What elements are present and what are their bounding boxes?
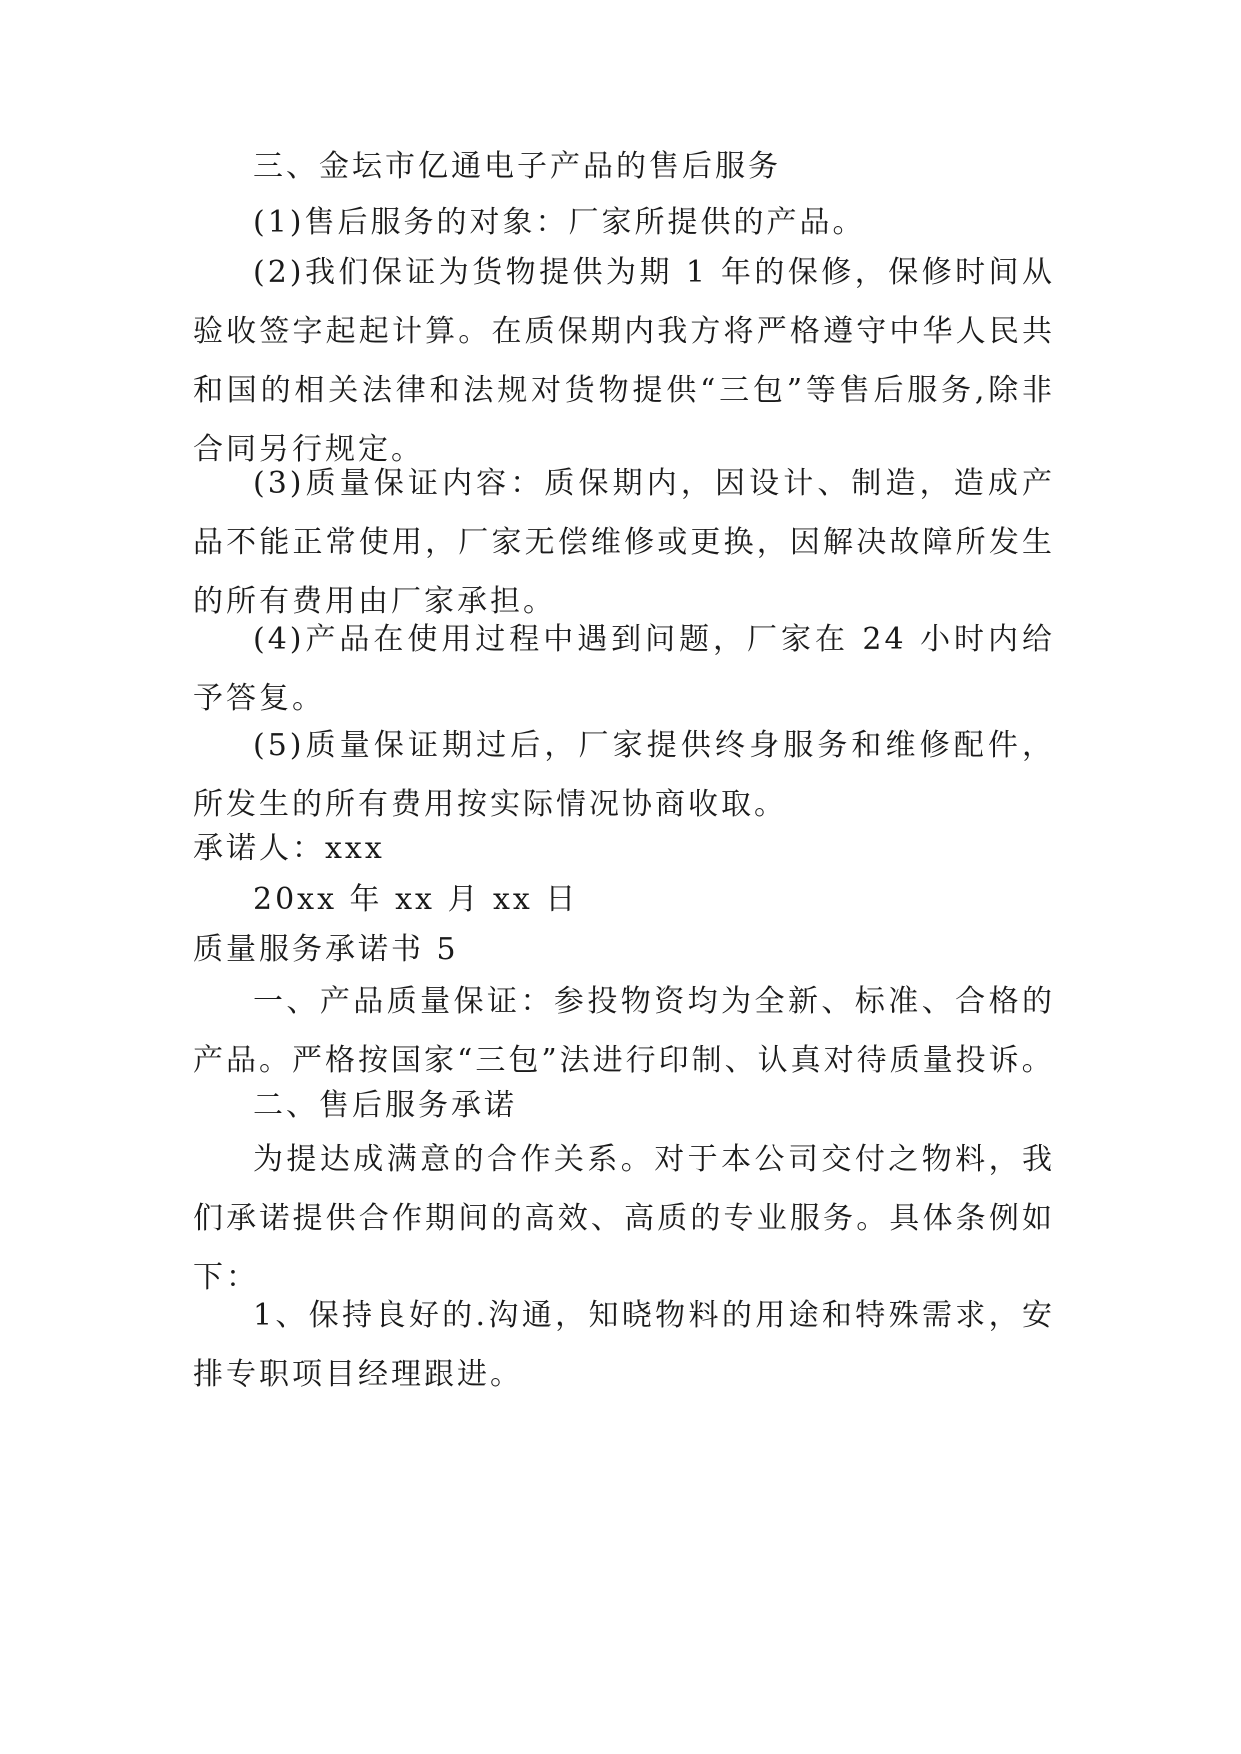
paragraph-response-time: (4)产品在使用过程中遇到问题，厂家在 24 小时内给予答复。 (193, 622, 1055, 716)
document-title: 质量服务承诺书 5 (193, 932, 459, 967)
paragraph-warranty-period: (2)我们保证为货物提供为期 1 年的保修，保修时间从验收签字起起计算。在质保期内我方将严格遵守中华人民共和国的相关法律和法规对货物提供“三包”等售后服务,除非合同另行规定。 (193, 255, 1055, 467)
paragraph-item-1: 1、保持良好的.沟通，知晓物料的用途和特殊需求，安排专职项目经理跟进。 (193, 1298, 1055, 1392)
date-line: 20xx 年 xx 月 xx 日 (253, 882, 579, 917)
section-heading-after-sales-promise: 二、售后服务承诺 (253, 1088, 517, 1123)
paragraph-quality-content: (3)质量保证内容：质保期内，因设计、制造，造成产品不能正常使用，厂家无偿维修或更换，因解决故障所发生的所有费用由厂家承担。 (193, 466, 1055, 619)
paragraph-cooperation: 为提达成满意的合作关系。对于本公司交付之物料，我们承诺提供合作期间的高效、高质的专业服务。具体条例如下： (193, 1142, 1055, 1295)
paragraph-service-object: (1)售后服务的对象：厂家所提供的产品。 (253, 205, 866, 240)
paragraph-product-quality: 一、产品质量保证：参投物资均为全新、标准、合格的产品。严格按国家“三包”法进行印制、认真对待质量投诉。 (193, 984, 1055, 1078)
paragraph-after-warranty: (5)质量保证期过后，厂家提供终身服务和维修配件，所发生的所有费用按实际情况协商收取。 (193, 728, 1055, 822)
promisor-line: 承诺人：xxx (193, 831, 385, 866)
section-heading-after-sales: 三、金坛市亿通电子产品的售后服务 (253, 149, 781, 184)
